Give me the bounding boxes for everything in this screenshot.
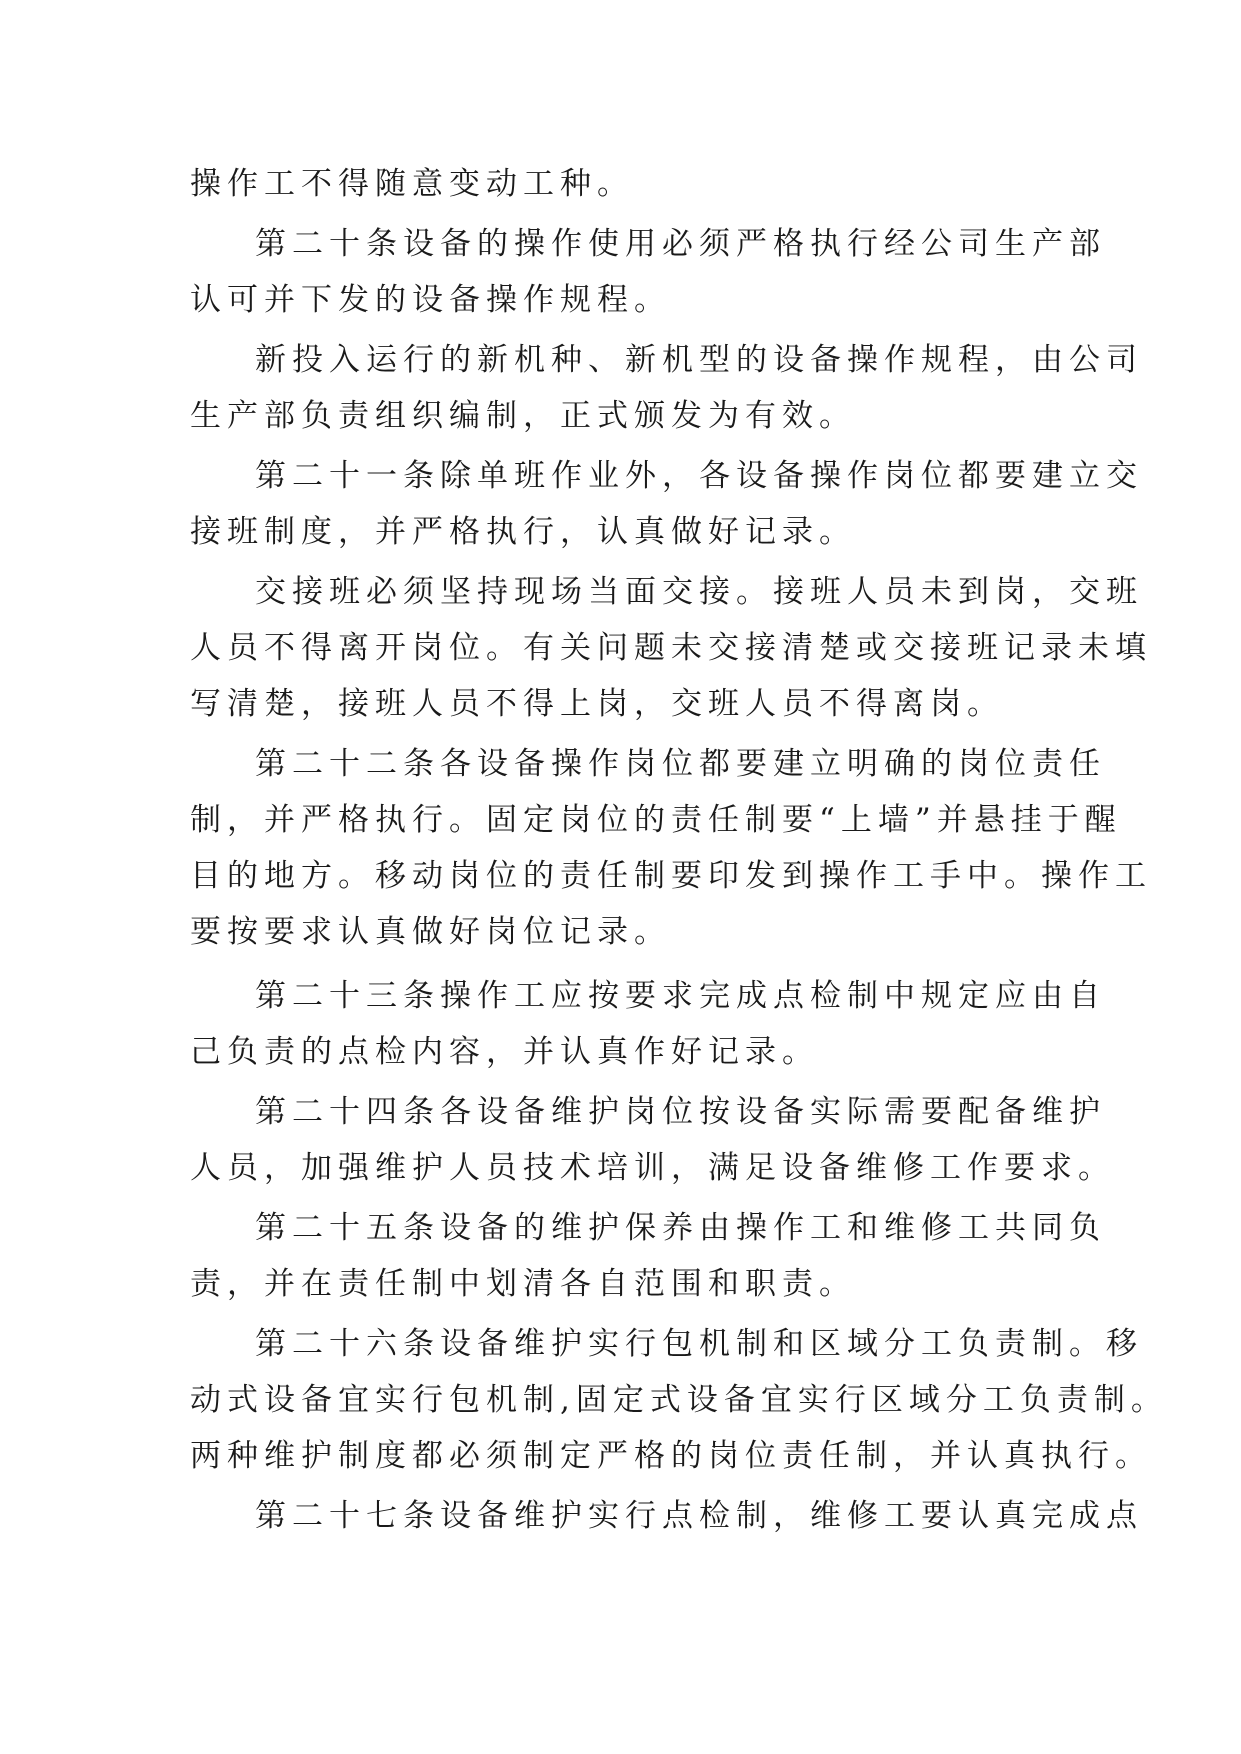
- text-line: 接班制度，并严格执行，认真做好记录。: [190, 514, 856, 550]
- text-line: 制，并严格执行。固定岗位的责任制要“上墙”并悬挂于醒: [190, 802, 1122, 838]
- text-line: 第二十三条操作工应按要求完成点检制中规定应由自: [255, 978, 1106, 1014]
- text-line: 要按要求认真做好岗位记录。: [190, 914, 671, 950]
- text-line: 认可并下发的设备操作规程。: [190, 282, 671, 318]
- text-line: 责，并在责任制中划清各自范围和职责。: [190, 1266, 856, 1302]
- text-line: 己负责的点检内容，并认真作好记录。: [190, 1034, 819, 1070]
- text-line: 生产部负责组织编制，正式颁发为有效。: [190, 398, 856, 434]
- text-line: 写清楚，接班人员不得上岗，交班人员不得离岗。: [190, 686, 1004, 722]
- text-line: 第二十二条各设备操作岗位都要建立明确的岗位责任: [255, 746, 1106, 782]
- text-line: 第二十五条设备的维护保养由操作工和维修工共同负: [255, 1210, 1106, 1246]
- text-line: 交接班必须坚持现场当面交接。接班人员未到岗，交班: [255, 574, 1143, 610]
- text-line: 操作工不得随意变动工种。: [190, 166, 634, 202]
- text-line: 人员不得离开岗位。有关问题未交接清楚或交接班记录未填: [190, 630, 1152, 666]
- text-line: 第二十六条设备维护实行包机制和区域分工负责制。移: [255, 1326, 1143, 1362]
- text-line: 新投入运行的新机种、新机型的设备操作规程，由公司: [255, 342, 1143, 378]
- text-line: 目的地方。移动岗位的责任制要印发到操作工手中。操作工: [190, 858, 1152, 894]
- text-line: 第二十七条设备维护实行点检制，维修工要认真完成点: [255, 1498, 1143, 1534]
- text-line: 人员，加强维护人员技术培训，满足设备维修工作要求。: [190, 1150, 1115, 1186]
- text-line: 第二十一条除单班作业外，各设备操作岗位都要建立交: [255, 458, 1143, 494]
- text-line: 两种维护制度都必须制定严格的岗位责任制，并认真执行。: [190, 1438, 1152, 1474]
- text-line: 第二十四条各设备维护岗位按设备实际需要配备维护: [255, 1094, 1106, 1130]
- text-line: 动式设备宜实行包机制,固定式设备宜实行区域分工负责制。: [190, 1382, 1168, 1418]
- text-line: 第二十条设备的操作使用必须严格执行经公司生产部: [255, 226, 1106, 262]
